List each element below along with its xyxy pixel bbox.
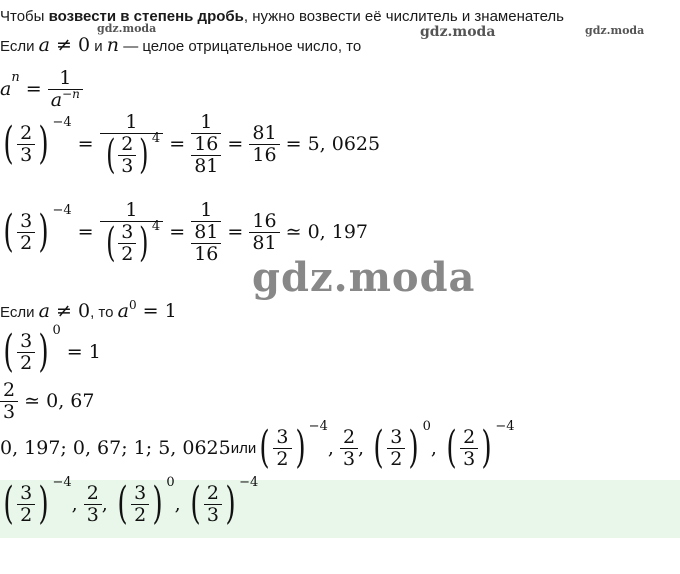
- calculation-2-3-neg4: ( $\frac{2}{3}$ ) −4 = 1 ( $\frac{2}{3}$ ) 4 = $\frac{1}{\frac{16}{81}}$ = $\frac{81}{16}$ = 5, 0625: [3, 111, 381, 179]
- condition-zero-exponent: Если a ≠ 0, то $a^0 = 1$: [0, 298, 177, 322]
- watermark-small-2: gdz.moda: [420, 24, 496, 40]
- watermark-small-3: gdz.moda: [585, 24, 645, 37]
- negative-exponent-formula: a n = $\frac{1}{a^{-n}}$: [0, 68, 83, 111]
- watermark-small-1: gdz.moda: [97, 22, 157, 35]
- formula-fraction: $\frac{1}{a^{-n}}$: [48, 68, 83, 111]
- watermark-large: gdz.moda: [252, 254, 476, 301]
- condition-negative-exponent: Если a ≠ 0 и n — целое отрицательное число, то: [0, 34, 362, 56]
- calculation-2-3-decimal: $\frac{2}{3}$ ≃ 0, 67: [0, 380, 94, 423]
- calculation-3-2-neg4: ( $\frac{3}{2}$ ) −4 = 1 ( $\frac{3}{2}$ ) 4 = $\frac{1}{\frac{81}{16}}$ = $\frac{16}{81}$ ≃ 0, 197: [3, 199, 369, 267]
- ordering-line: 0, 197; 0, 67; 1; 5, 0625 или ( $\frac{3}{2}$ ) −4 , $\frac{2}{3}$ , ( $\frac{3}{2}$ ) 0 , ( $\frac{2}{3}$ ) −4: [0, 418, 515, 473]
- calculation-3-2-zero: ( $\frac{3}{2}$ ) 0 = 1: [3, 322, 101, 377]
- answer-line: ( $\frac{3}{2}$ ) −4 , $\frac{2}{3}$ , ( $\frac{3}{2}$ ) 0 , ( $\frac{2}{3}$ ) −4: [3, 474, 259, 529]
- intro-text: Чтобы возвести в степень дробь, нужно возвести её числитель и знаменатель: [0, 8, 564, 25]
